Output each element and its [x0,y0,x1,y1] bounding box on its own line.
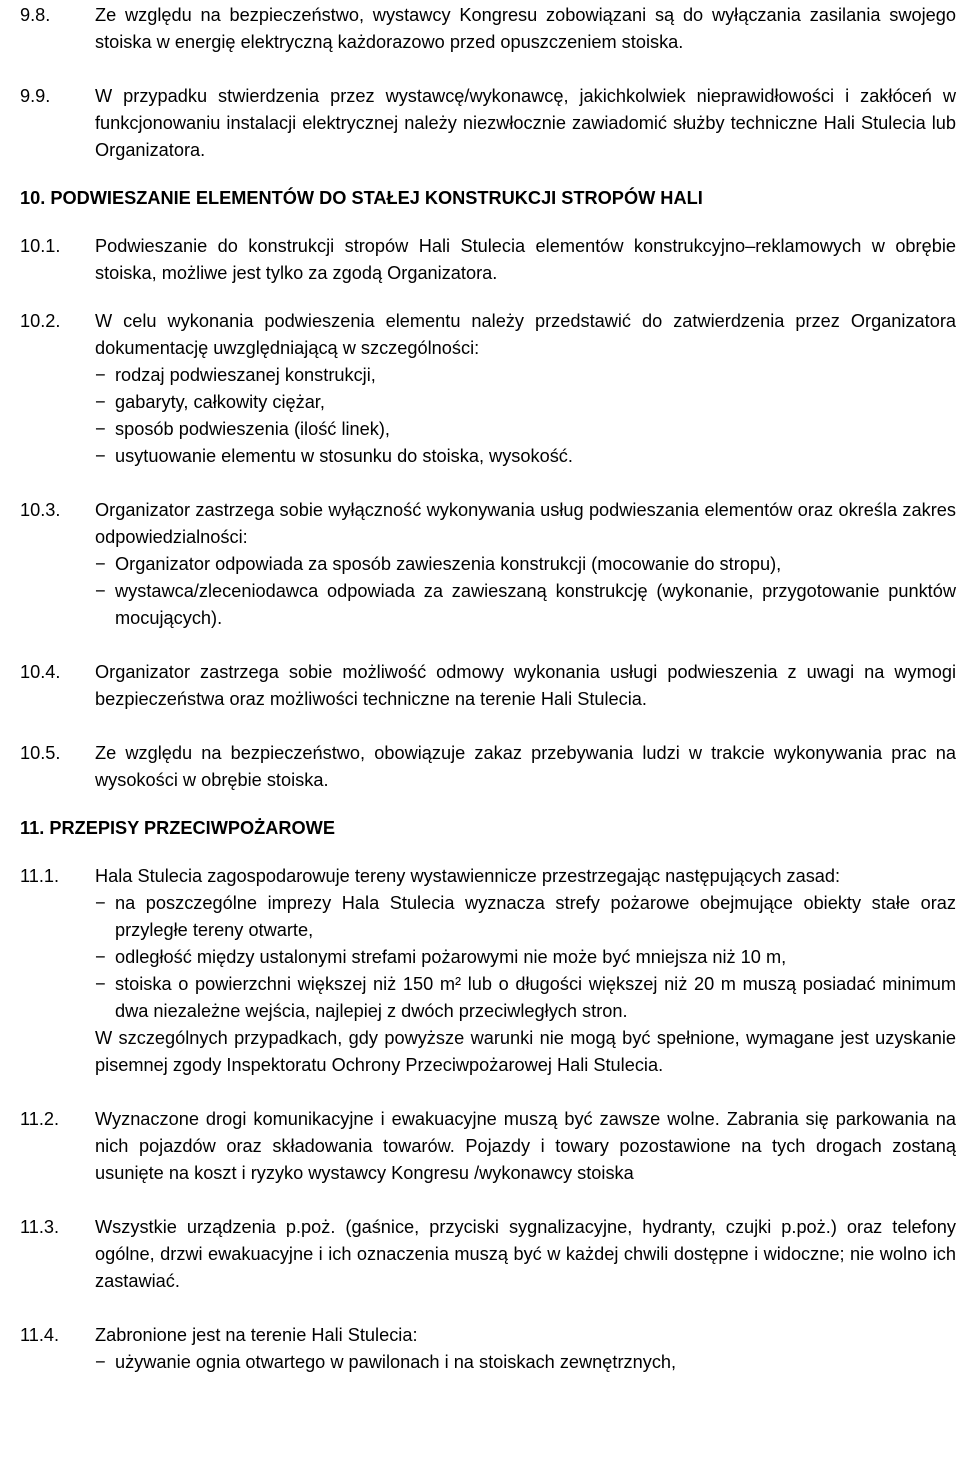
section-heading-11: 11. PRZEPISY PRZECIWPOŻAROWE [20,818,335,838]
list-item: − stoiska o powierzchni większej niż 150 m² lub o długości większej niż 20 m muszą posiadać minimum dwa niezależne wejścia, najlepiej z dwóch przeciwległych stron. [95,971,956,1025]
clause-number: 10.5. [20,743,61,763]
clause-10-4 [20,659,956,713]
clause-text: Wszystkie urządzenia p.poż. (gaśnice, przyciski sygnalizacyjne, hydranty, czujki p.poż.) oraz telefony ogólne, drzwi ewakuacyjne i ich oznaczenia muszą być w każdej chwili dostępne i widoczne; nie wolno ich zastawiać. [95,1217,956,1291]
clause-number: 11.4. [20,1325,60,1345]
bullet-list [95,890,956,1025]
clause-number: 11.3. [20,1217,60,1237]
clause-10-3 [20,497,956,632]
bullet-list [95,551,956,632]
clause-body [95,497,956,632]
clause-text: Organizator zastrzega sobie możliwość odmowy wykonania usługi podwieszenia z uwagi na wymogi bezpieczeństwa oraz możliwości techniczne na terenie Hali Stulecia. [95,662,956,709]
clause-11-2 [20,1106,956,1187]
clause-number: 10.4. [20,662,61,682]
clause-number: 10.1. [20,236,61,256]
list-item: − Organizator odpowiada za sposób zawieszenia konstrukcji (mocowanie do stropu), [95,551,956,578]
list-item: − odległość między ustalonymi strefami pożarowymi nie może być mniejsza niż 10 m, [95,944,956,971]
list-item: − usytuowanie elementu w stosunku do stoiska, wysokość. [95,443,956,470]
clause-10-2 [20,308,956,470]
clause-intro: W celu wykonania podwieszenia elementu należy przedstawić do zatwierdzenia przez Organizatora dokumentację uwzględniającą w szczególności: [95,311,956,358]
list-item: − gabaryty, całkowity ciężar, [95,389,956,416]
clause-body [95,863,956,1079]
clause-intro: Organizator zastrzega sobie wyłączność wykonywania usług podwieszania elementów oraz określa zakres odpowiedzialności: [95,500,956,547]
clause-number: 11.2. [20,1109,60,1129]
clause-number: 10.2. [20,311,61,331]
list-item: − używanie ognia otwartego w pawilonach i na stoiskach zewnętrznych, [95,1349,956,1376]
clause-text: W przypadku stwierdzenia przez wystawcę/wykonawcę, jakichkolwiek nieprawidłowości i zakłóceń w funkcjonowaniu instalacji elektrycznej należy niezwłocznie zawiadomić służby techniczne Hali Stulecia lub Organizatora. [95,86,956,160]
bullet-list [95,362,956,470]
clause-10-5 [20,740,956,794]
clause-outro: W szczególnych przypadkach, gdy powyższe warunki nie mogą być spełnione, wymagane jest uzyskanie pisemnej zgody Inspektoratu Ochrony Przeciwpożarowej Hali Stulecia. [95,1028,956,1075]
list-item: − rodzaj podwieszanej konstrukcji, [95,362,956,389]
clause-body [95,1322,956,1376]
clause-11-1 [20,863,956,1079]
clause-number: 9.8. [20,5,51,25]
clause-text: Ze względu na bezpieczeństwo, wystawcy Kongresu zobowiązani są do wyłączania zasilania swojego stoiska w energię elektryczną każdorazowo przed opuszczeniem stoiska. [95,5,956,52]
clause-11-4 [20,1322,956,1376]
clause-9-9 [20,83,956,164]
clause-number: 10.3. [20,500,61,520]
clause-number: 11.1. [20,866,60,886]
section-heading-10: 10. PODWIESZANIE ELEMENTÓW DO STAŁEJ KONSTRUKCJI STROPÓW HALI [20,188,703,208]
clause-intro: Zabronione jest na terenie Hali Stulecia: [95,1325,418,1345]
clause-intro: Hala Stulecia zagospodarowuje tereny wystawiennicze przestrzegając następujących zasad: [95,866,841,886]
clause-text: Ze względu na bezpieczeństwo, obowiązuje zakaz przebywania ludzi w trakcie wykonywania prac na wysokości w obrębie stoiska. [95,743,956,790]
bullet-list [95,1349,956,1376]
list-item: − sposób podwieszenia (ilość linek), [95,416,956,443]
clause-body [95,308,956,470]
list-item: − wystawca/zleceniodawca odpowiada za zawieszaną konstrukcję (wykonanie, przygotowanie punktów mocujących). [95,578,956,632]
clause-11-3 [20,1214,956,1295]
clause-9-8 [20,2,956,56]
clause-10-1 [20,233,956,287]
clause-number: 9.9. [20,86,51,106]
clause-text: Podwieszanie do konstrukcji stropów Hali Stulecia elementów konstrukcyjno–reklamowych w obrębie stoiska, możliwe jest tylko za zgodą Organizatora. [95,236,956,283]
list-item: − na poszczególne imprezy Hala Stulecia wyznacza strefy pożarowe obejmujące obiekty stałe oraz przyległe tereny otwarte, [95,890,956,944]
clause-text: Wyznaczone drogi komunikacyjne i ewakuacyjne muszą być zawsze wolne. Zabrania się parkowania na nich pojazdów oraz składowania towarów. Pojazdy i towary pozostawione na tych drogach zostaną usunięte na koszt i ryzyko wystawcy Kongresu /wykonawcy stoiska [95,1109,956,1183]
